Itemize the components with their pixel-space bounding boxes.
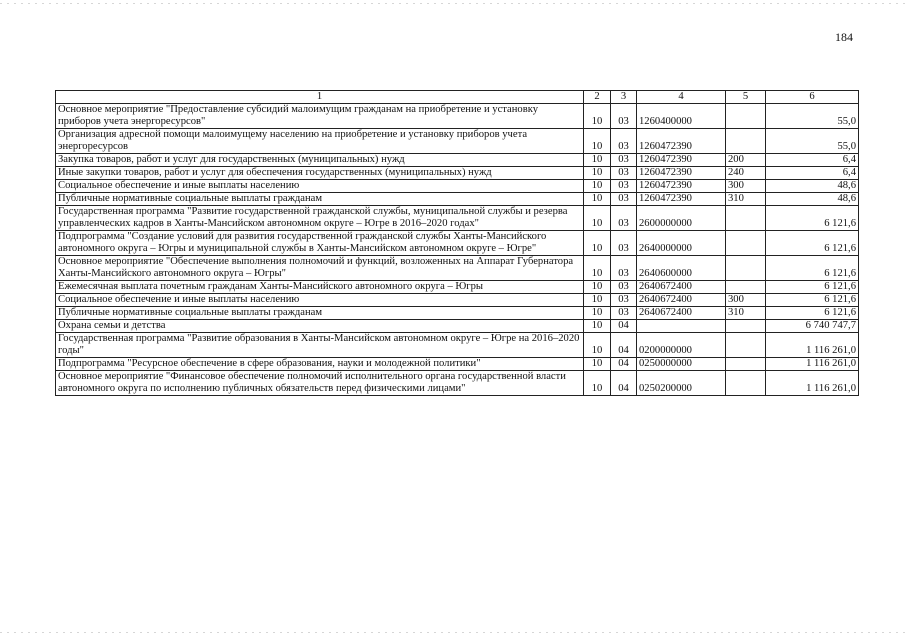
row-name: Организация адресной помощи малоимущему населению на приобретение и установку приборов учета энергоресурсов: [56, 129, 584, 154]
row-section: 10: [584, 180, 611, 193]
row-section: 10: [584, 206, 611, 231]
row-subsection: 03: [611, 231, 637, 256]
row-section: 10: [584, 193, 611, 206]
row-target-code: [637, 320, 726, 333]
row-target-code: 2600000000: [637, 206, 726, 231]
row-subsection: 03: [611, 167, 637, 180]
row-section: 10: [584, 167, 611, 180]
row-section: 10: [584, 294, 611, 307]
table-body: [56, 104, 859, 396]
table-row: [56, 167, 859, 180]
row-amount: 6 121,6: [766, 294, 859, 307]
row-name: Закупка товаров, работ и услуг для государственных (муниципальных) нужд: [56, 154, 584, 167]
row-expense-type: [726, 129, 766, 154]
budget-table: [55, 90, 859, 396]
table-row: [56, 180, 859, 193]
row-amount: 1 116 261,0: [766, 358, 859, 371]
row-name: Охрана семьи и детства: [56, 320, 584, 333]
row-section: 10: [584, 256, 611, 281]
scan-artifact-bottom: [0, 632, 905, 633]
row-subsection: 03: [611, 307, 637, 320]
row-amount: 1 116 261,0: [766, 333, 859, 358]
column-header: 6: [766, 91, 859, 104]
row-amount: 48,6: [766, 193, 859, 206]
row-target-code: 0250000000: [637, 358, 726, 371]
column-header: 1: [56, 91, 584, 104]
row-expense-type: [726, 104, 766, 129]
row-amount: 55,0: [766, 104, 859, 129]
row-amount: 6 121,6: [766, 281, 859, 294]
row-section: 10: [584, 104, 611, 129]
row-section: 10: [584, 281, 611, 294]
row-target-code: 0250200000: [637, 371, 726, 396]
row-subsection: 03: [611, 206, 637, 231]
row-subsection: 03: [611, 281, 637, 294]
row-section: 10: [584, 231, 611, 256]
row-subsection: 03: [611, 180, 637, 193]
row-amount: 6 121,6: [766, 307, 859, 320]
row-section: 10: [584, 371, 611, 396]
row-subsection: 03: [611, 193, 637, 206]
row-amount: 6 121,6: [766, 206, 859, 231]
table-row: [56, 129, 859, 154]
row-expense-type: [726, 231, 766, 256]
row-amount: 6,4: [766, 167, 859, 180]
table-row: [56, 256, 859, 281]
row-expense-type: [726, 358, 766, 371]
scan-artifact-top: [0, 3, 905, 4]
table-row: [56, 358, 859, 371]
row-target-code: 1260472390: [637, 167, 726, 180]
row-name: Публичные нормативные социальные выплаты гражданам: [56, 193, 584, 206]
table-row: [56, 281, 859, 294]
row-section: 10: [584, 154, 611, 167]
row-subsection: 03: [611, 104, 637, 129]
row-target-code: 2640000000: [637, 231, 726, 256]
row-expense-type: [726, 206, 766, 231]
row-expense-type: [726, 320, 766, 333]
row-amount: 6 121,6: [766, 256, 859, 281]
table-header-row: [56, 91, 859, 104]
row-name: Основное мероприятие "Обеспечение выполнения полномочий и функций, возложенных на Аппарат Губернатора Ханты-Мансийского автономного округа – Югры": [56, 256, 584, 281]
table-row: [56, 307, 859, 320]
row-name: Социальное обеспечение и иные выплаты населению: [56, 294, 584, 307]
row-subsection: 03: [611, 256, 637, 281]
row-target-code: 1260472390: [637, 154, 726, 167]
row-expense-type: [726, 371, 766, 396]
row-amount: 6 121,6: [766, 231, 859, 256]
row-subsection: 04: [611, 371, 637, 396]
row-subsection: 04: [611, 320, 637, 333]
row-name: Основное мероприятие "Предоставление субсидий малоимущим гражданам на приобретение и установку приборов учета энергоресурсов": [56, 104, 584, 129]
row-amount: 6 740 747,7: [766, 320, 859, 333]
row-target-code: 0200000000: [637, 333, 726, 358]
row-target-code: 2640672400: [637, 307, 726, 320]
row-expense-type: 240: [726, 167, 766, 180]
row-expense-type: 310: [726, 193, 766, 206]
row-expense-type: [726, 256, 766, 281]
row-section: 10: [584, 333, 611, 358]
row-name: Ежемесячная выплата почетным гражданам Ханты-Мансийского автономного округа – Югры: [56, 281, 584, 294]
table-row: [56, 154, 859, 167]
row-amount: 48,6: [766, 180, 859, 193]
row-name: Иные закупки товаров, работ и услуг для обеспечения государственных (муниципальных) нужд: [56, 167, 584, 180]
row-amount: 6,4: [766, 154, 859, 167]
table-row: [56, 104, 859, 129]
row-target-code: 2640672400: [637, 281, 726, 294]
row-target-code: 2640600000: [637, 256, 726, 281]
column-header: 4: [637, 91, 726, 104]
table-row: [56, 333, 859, 358]
row-section: 10: [584, 358, 611, 371]
table-row: [56, 294, 859, 307]
row-subsection: 03: [611, 129, 637, 154]
table-row: [56, 371, 859, 396]
row-target-code: 1260400000: [637, 104, 726, 129]
row-name: Социальное обеспечение и иные выплаты населению: [56, 180, 584, 193]
row-section: 10: [584, 320, 611, 333]
row-subsection: 03: [611, 294, 637, 307]
row-expense-type: [726, 281, 766, 294]
row-target-code: 1260472390: [637, 193, 726, 206]
row-amount: 1 116 261,0: [766, 371, 859, 396]
row-section: 10: [584, 307, 611, 320]
table-row: [56, 193, 859, 206]
row-name: Подпрограмма "Создание условий для развития государственной гражданской службы Ханты-Мансийского автономного округа – Югры и муниципальной службы в Ханты-Мансийском автономном округе – Югре": [56, 231, 584, 256]
row-name: Основное мероприятие "Финансовое обеспечение полномочий исполнительного органа государственной власти автономного округа по исполнению публичных обязательств перед физическими лицами": [56, 371, 584, 396]
table-row: [56, 206, 859, 231]
row-target-code: 1260472390: [637, 180, 726, 193]
row-subsection: 04: [611, 333, 637, 358]
column-header: 2: [584, 91, 611, 104]
row-expense-type: 200: [726, 154, 766, 167]
table-row: [56, 231, 859, 256]
row-subsection: 04: [611, 358, 637, 371]
row-name: Публичные нормативные социальные выплаты гражданам: [56, 307, 584, 320]
row-name: Государственная программа "Развитие государственной гражданской службы, муниципальной службы и резерва управленческих кадров в Ханты-Мансийском автономном округе – Югре в 2016–2020 годах": [56, 206, 584, 231]
row-expense-type: [726, 333, 766, 358]
table-row: [56, 320, 859, 333]
row-amount: 55,0: [766, 129, 859, 154]
row-name: Государственная программа "Развитие образования в Ханты-Мансийском автономном округе – Югре на 2016–2020 годы": [56, 333, 584, 358]
row-section: 10: [584, 129, 611, 154]
row-name: Подпрограмма "Ресурсное обеспечение в сфере образования, науки и молодежной политики": [56, 358, 584, 371]
column-header: 5: [726, 91, 766, 104]
row-expense-type: 300: [726, 180, 766, 193]
row-expense-type: 310: [726, 307, 766, 320]
row-target-code: 2640672400: [637, 294, 726, 307]
page-number: 184: [835, 30, 853, 44]
column-header: 3: [611, 91, 637, 104]
row-expense-type: 300: [726, 294, 766, 307]
row-target-code: 1260472390: [637, 129, 726, 154]
row-subsection: 03: [611, 154, 637, 167]
